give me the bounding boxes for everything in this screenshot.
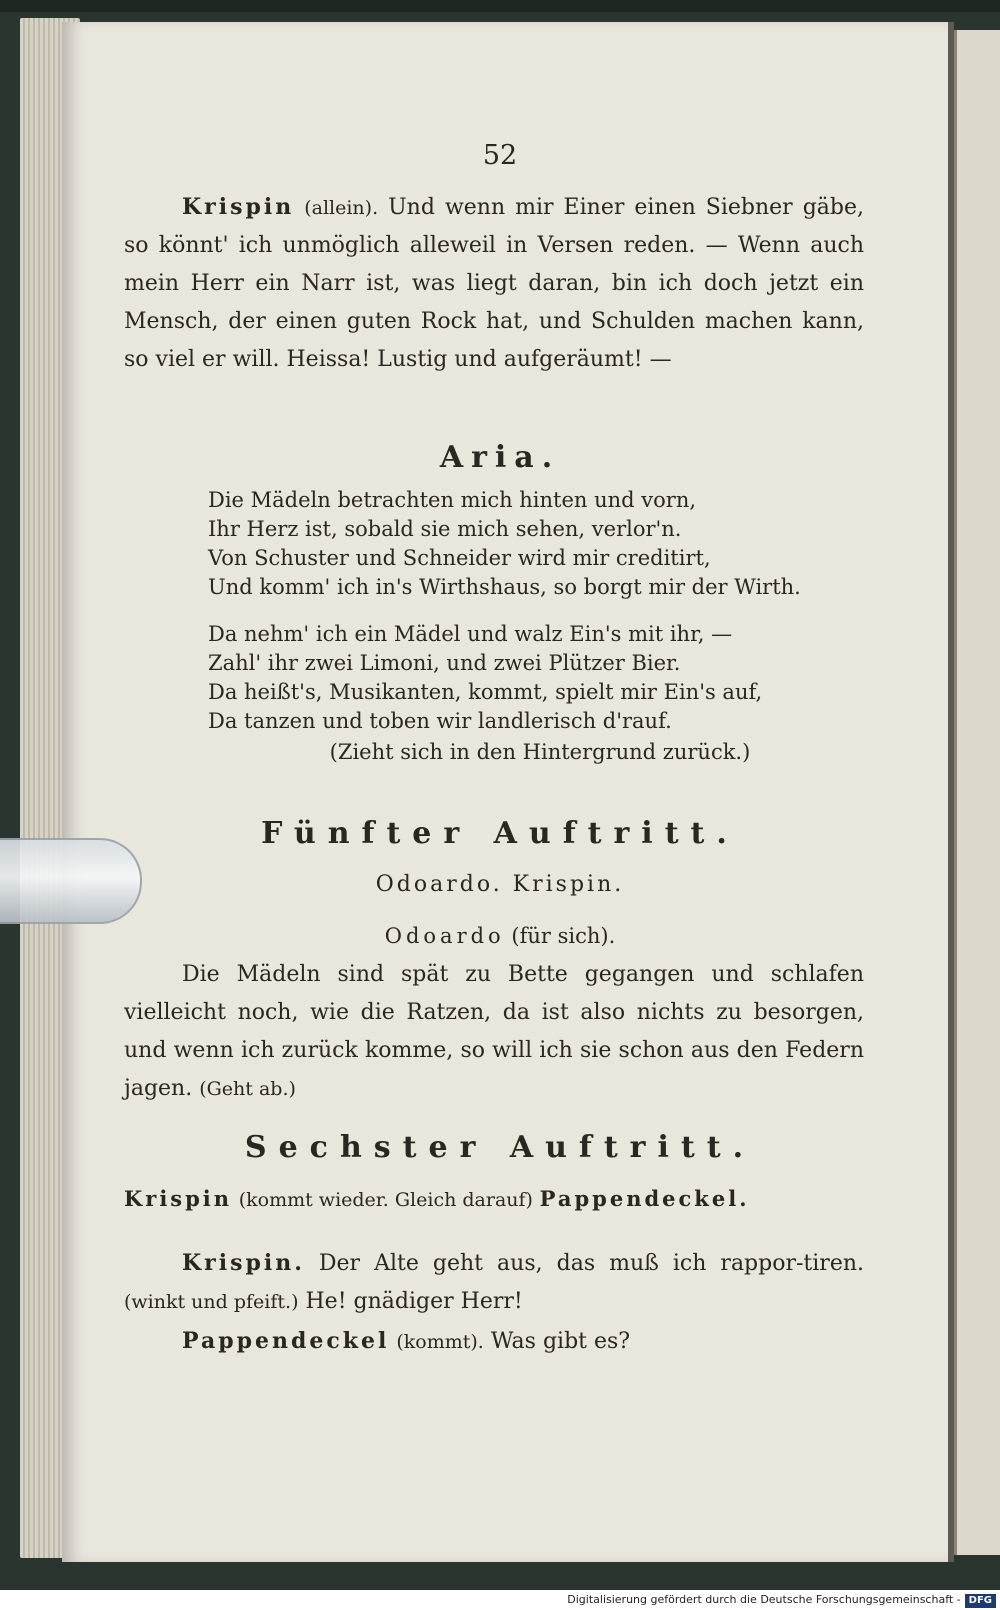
footer-credit: Digitalisierung gefördert durch die Deutsche Forschungsgemeinschaft -: [567, 1593, 961, 1606]
stage-direction: (Geht ab.): [199, 1078, 296, 1100]
paragraph-krispin-monologue: [124, 188, 864, 379]
verse-line: Die Mädeln betrachten mich hinten und vorn,: [208, 488, 697, 512]
page-number: 52: [482, 140, 518, 171]
aria-heading: Aria.: [439, 440, 561, 475]
aria-stanza-2: [208, 620, 848, 736]
paragraph-krispin-line: [124, 1244, 864, 1321]
speaker-name: Krispin.: [182, 1250, 305, 1276]
paragraph-pappendeckel-line: [124, 1322, 864, 1361]
verse-line: Und komm' ich in's Wirthshaus, so borgt mir der Wirth.: [208, 575, 801, 599]
verse-line: Da nehm' ich ein Mädel und walz Ein's mit ihr, —: [208, 622, 733, 646]
scene-5-persons: Odoardo. Krispin.: [375, 872, 625, 897]
stage-direction: (allein).: [304, 197, 379, 219]
speaker-name: Pappendeckel.: [539, 1186, 750, 1211]
speech-text: Was gibt es?: [490, 1329, 631, 1354]
scene-6-heading: Sechster Auftritt.: [244, 1130, 756, 1165]
speaker-name: Krispin: [124, 1186, 233, 1211]
digitization-footer: [0, 1590, 1000, 1610]
scene-5-speaker-line: [0, 924, 1000, 948]
scene-5-heading: Fünfter Auftritt.: [261, 816, 739, 851]
speech-text: Der Alte geht aus, das muß ich rappor-tiren.: [318, 1251, 864, 1276]
verse-line: Von Schuster und Schneider wird mir creditirt,: [208, 546, 711, 570]
aria-stanza-1: [208, 486, 848, 602]
stage-direction: (für sich).: [511, 924, 616, 948]
speaker-name: Krispin: [182, 194, 295, 220]
dfg-logo: DFG: [965, 1594, 996, 1608]
speech-text: He! gnädiger Herr!: [305, 1289, 523, 1314]
stage-direction: (kommt).: [396, 1331, 484, 1353]
verse-line: Zahl' ihr zwei Limoni, und zwei Plützer Bier.: [208, 651, 681, 675]
paragraph-odoardo-speech: [124, 956, 864, 1108]
speaker-name: Pappendeckel: [182, 1328, 390, 1354]
speech-text: Die Mädeln sind spät zu Bette gegangen und schlafen vielleicht noch, wie die Ratzen, da ist also nichts zu besorgen, und wenn ich zurück komme, so will ich sie schon aus den Federn jagen.: [124, 962, 864, 1101]
scan-frame: [0, 0, 1000, 12]
speech-text: Und wenn mir Einer einen Siebner gäbe, so könnt' ich unmöglich alleweil in Versen reden. — Wenn auch mein Herr ein Narr ist, was liegt daran, bin ich doch jetzt ein Mensch, der einen guten Rock hat, und Schulden machen kann, so viel er will. Heissa! Lustig und aufgeräumt! —: [124, 195, 865, 372]
stage-direction-aria: (Zieht sich in den Hintergrund zurück.): [329, 740, 751, 764]
verse-line: Da tanzen und toben wir landlerisch d'rauf.: [208, 709, 672, 733]
speaker-name: Odoardo: [384, 924, 505, 948]
scene-6-persons: [124, 1186, 864, 1211]
stage-direction: (winkt und pfeift.): [124, 1291, 299, 1313]
facing-page-edge: [954, 30, 1000, 1555]
verse-line: Ihr Herz ist, sobald sie mich sehen, verlor'n.: [208, 517, 682, 541]
verse-line: Da heißt's, Musikanten, kommt, spielt mir Ein's auf,: [208, 680, 763, 704]
stage-direction: (kommt wieder. Gleich darauf): [238, 1189, 533, 1211]
